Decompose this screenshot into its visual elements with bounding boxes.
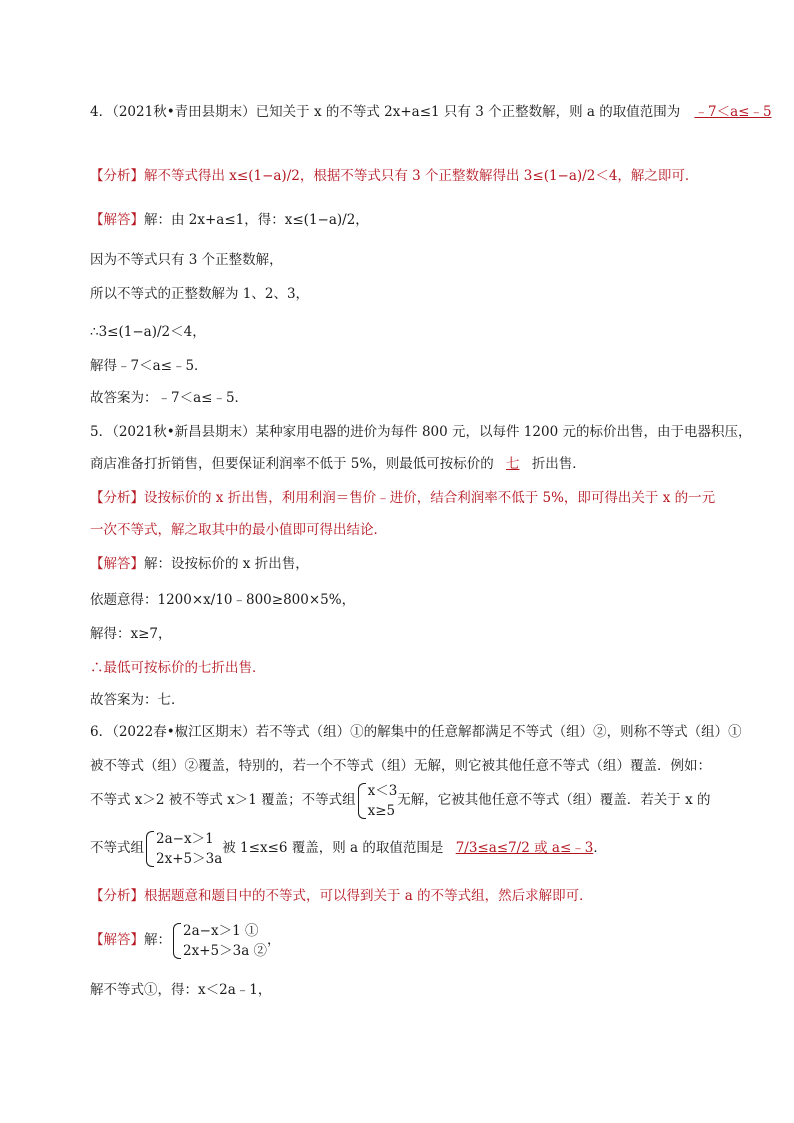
- q6-stem-line-3: 不等式 x＞2 被不等式 x＞1 覆盖；不等式组 x＜3 x≥5 无解，它被其他任意不等式（组）覆盖．若关于 x 的: [90, 782, 711, 819]
- q6-inequality-system: 2a−x＞1 2x+5＞3a: [144, 829, 222, 869]
- q4-stem: 4．（2021秋•青田县期末）已知关于 x 的不等式 2x+a≤1 只有 3 个正整数解，则 a 的取值范围为 ﹣7＜a≤﹣5: [90, 104, 772, 120]
- q5-solution-line-1: 【解答】解：设按标价的 x 折出售，: [90, 556, 309, 572]
- q6-answer: 7/3≤a≤7/2 或 a≤﹣3: [455, 840, 594, 856]
- q6-analysis: 【分析】根据题意和题目中的不等式，可以得到关于 a 的不等式组，然后求解即可．: [90, 888, 593, 904]
- q6-solution-system: 2a−x＞1 ① 2x+5＞3a ②: [171, 921, 267, 961]
- q6-stem-line-2: 被不等式（组）②覆盖，特别的，若一个不等式（组）无解，则它被其他任意不等式（组）覆盖．例如：: [90, 758, 711, 774]
- q4-solution-line-4: ∴3≤(1−a)/2＜4，: [90, 324, 206, 340]
- q4-solution-line-2: 因为不等式只有 3 个正整数解，: [90, 252, 283, 268]
- q4-analysis: 【分析】解不等式得出 x≤(1−a)/2，根据不等式只有 3 个正整数解得出 3≤(1−a)/2＜4，解之即可．: [90, 168, 699, 184]
- q6-stem-line-4: 不等式组 2a−x＞1 2x+5＞3a 被 1≤x≤6 覆盖，则 a 的取值范围是 7/3≤a≤7/2 或 a≤﹣3．: [90, 830, 607, 867]
- q6-solution-line-1: 【解答】解： 2a−x＞1 ① 2x+5＞3a ② ，: [90, 922, 281, 959]
- q4-solution-line-6: 故答案为：﹣7＜a≤﹣5．: [90, 390, 249, 406]
- q5-solution-line-2: 依题意得：1200×x/10﹣800≥800×5%，: [90, 592, 356, 608]
- q4-solution-line-1: 【解答】解：由 2x+a≤1，得：x≤(1−a)/2，: [90, 212, 369, 228]
- q5-solution-line-3: 解得：x≥7，: [90, 626, 172, 642]
- q5-answer: 七: [506, 456, 520, 472]
- q4-answer: ﹣7＜a≤﹣5: [694, 104, 772, 120]
- q5-solution-line-4: ∴最低可按标价的七折出售．: [90, 660, 266, 676]
- q6-example-system: x＜3 x≥5: [356, 781, 398, 821]
- q6-stem-line-1: 6．（2022春•椒江区期末）若不等式（组）①的解集中的任意解都满足不等式（组）②，则称不等式（组）①: [90, 724, 742, 740]
- q5-stem-line-1: 5．（2021秋•新昌县期末）某种家用电器的进价为每件 800 元，以每件 1200 元的标价出售，由于电器积压，: [90, 424, 752, 440]
- q5-analysis-line-2: 一次不等式，解之取其中的最小值即可得出结论．: [90, 522, 387, 538]
- q5-solution-line-5: 故答案为：七．: [90, 692, 185, 708]
- q4-solution-line-5: 解得﹣7＜a≤﹣5．: [90, 358, 208, 374]
- q6-solution-line-2: 解不等式①，得：x＜2a﹣1，: [90, 982, 272, 998]
- q5-stem-line-2: 商店准备打折销售，但要保证利润率不低于 5%，则最低可按标价的 七 折出售．: [90, 456, 586, 472]
- q4-solution-line-3: 所以不等式的正整数解为 1、2、3，: [90, 286, 310, 302]
- q5-analysis-line-1: 【分析】设按标价的 x 折出售，利用利润＝售价﹣进价，结合利润率不低于 5%，即可得出关于 x 的一元: [90, 490, 716, 506]
